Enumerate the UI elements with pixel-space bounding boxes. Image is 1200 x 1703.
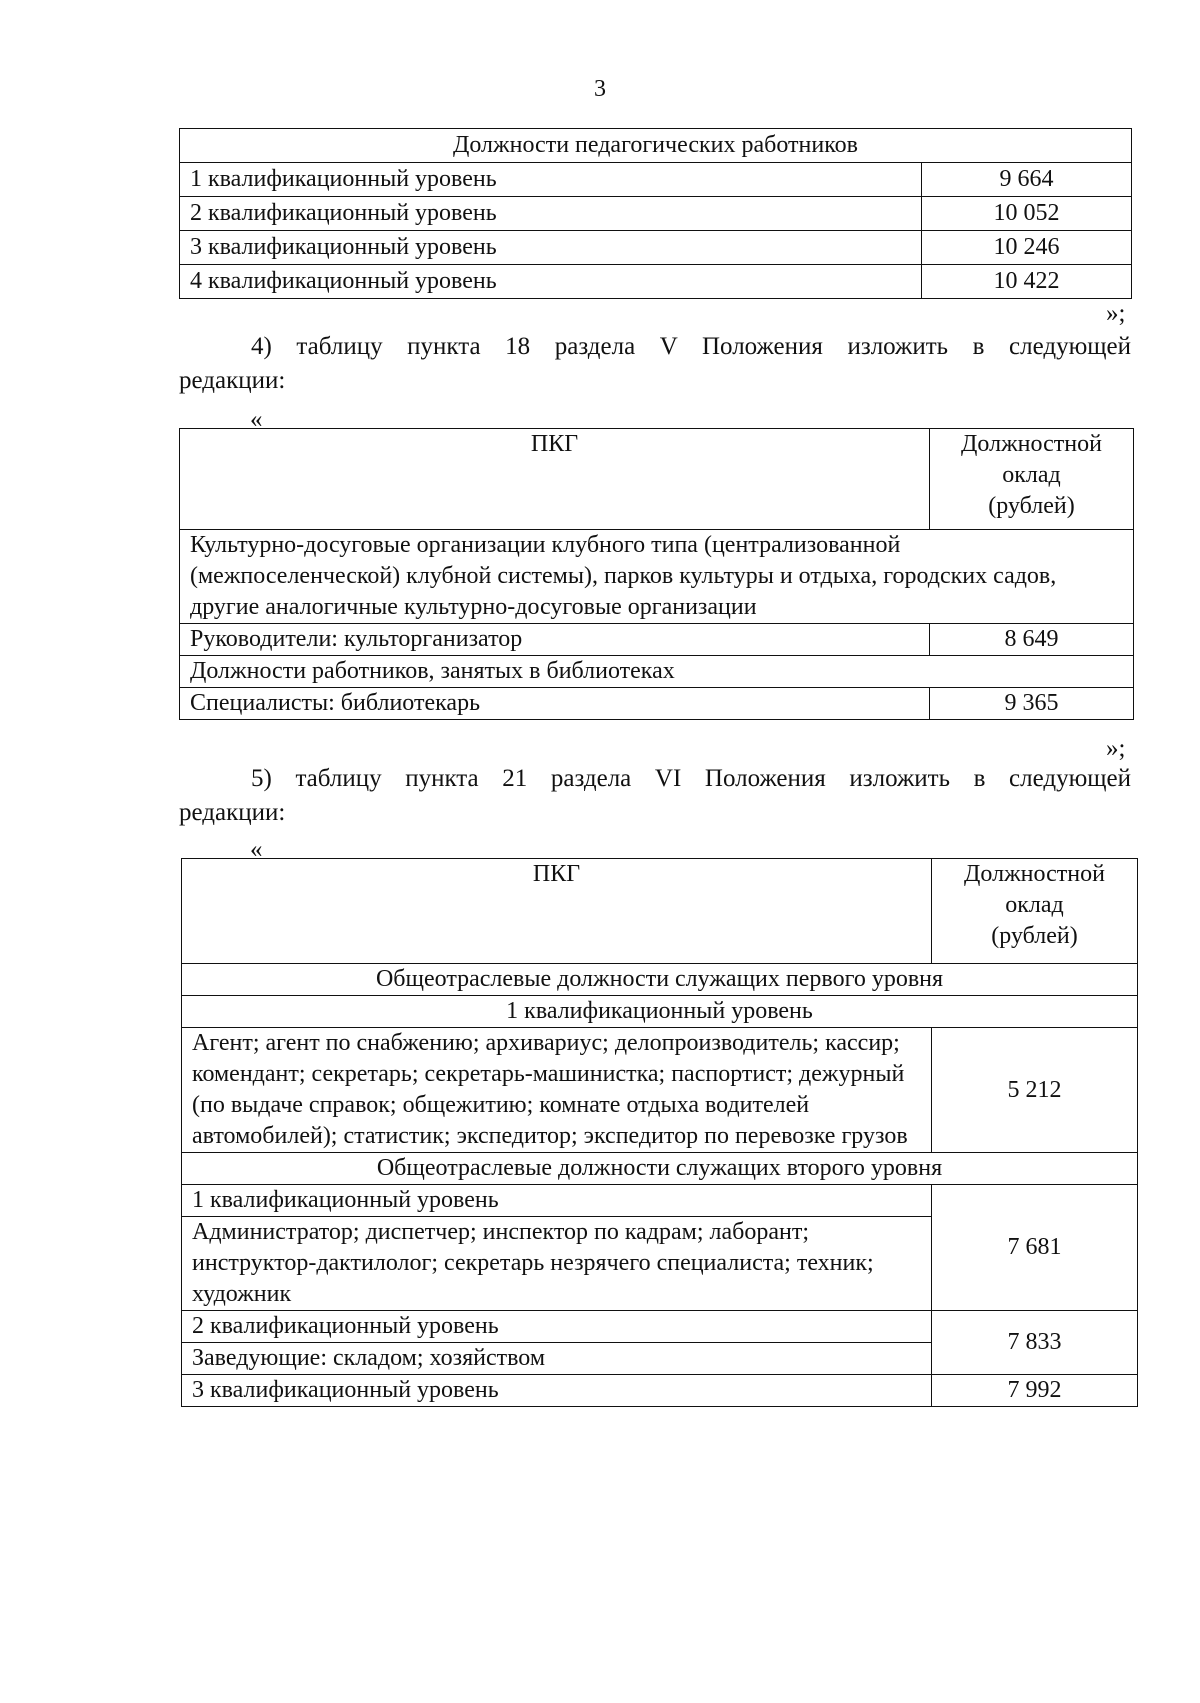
paragraph-item-4 [179, 330, 1131, 398]
salary-value: 10 246 [922, 231, 1132, 265]
column-header-salary [930, 429, 1134, 530]
table-group-header: Общеотраслевые должности служащих второго уровня [182, 1153, 1138, 1185]
column-header-pkg: ПКГ [180, 429, 930, 530]
level-label: 3 квалификационный уровень [180, 231, 922, 265]
closing-quote: »; [1106, 300, 1126, 327]
salary-value: 7 833 [932, 1311, 1138, 1375]
paragraph-line: 4) таблицу пункта 18 раздела V Положения изложить в следующей [251, 333, 1131, 360]
paragraph-line: 5) таблицу пункта 21 раздела VI Положения изложить в следующей [251, 765, 1131, 792]
salary-value: 9 365 [930, 688, 1134, 720]
closing-quote: »; [1106, 735, 1126, 762]
general-positions-salary-table [181, 858, 1138, 1407]
column-header-salary [932, 859, 1138, 964]
salary-value: 9 664 [922, 163, 1132, 197]
table-row [182, 1185, 1138, 1217]
table-row [180, 265, 1132, 299]
header-line: оклад [1005, 892, 1064, 918]
table-group-header: Должности работников, занятых в библиотеках [180, 656, 1134, 688]
column-header-pkg: ПКГ [182, 859, 932, 964]
salary-value: 10 422 [922, 265, 1132, 299]
salary-value: 7 992 [932, 1375, 1138, 1407]
table-row [180, 197, 1132, 231]
table-row [180, 231, 1132, 265]
pedagogical-salary-table [179, 128, 1132, 299]
level-label: 1 квалификационный уровень [180, 163, 922, 197]
qualification-level-label: 3 квалификационный уровень [182, 1375, 932, 1407]
table-row [182, 1375, 1138, 1407]
opening-quote: « [250, 836, 263, 863]
level-label: 4 квалификационный уровень [180, 265, 922, 299]
header-line: (рублей) [988, 493, 1075, 519]
level-label: 2 квалификационный уровень [180, 197, 922, 231]
salary-value: 7 681 [932, 1185, 1138, 1311]
position-label: Специалисты: библиотекарь [180, 688, 930, 720]
header-line: Должностной [961, 431, 1102, 457]
header-line: (рублей) [991, 923, 1078, 949]
positions-list: Заведующие: складом; хозяйством [182, 1343, 932, 1375]
paragraph-line: редакции: [179, 799, 286, 826]
table-group-header: Должности педагогических работников [180, 129, 1132, 163]
table-group-header: Культурно-досуговые организации клубного типа (централизованной (межпоселенческой) клубной системы), парков культуры и отдыха, городских садов, другие аналогичные культурно-досуговые организации [180, 530, 1134, 624]
positions-list: Администратор; диспетчер; инспектор по кадрам; лаборант; инструктор-дактилолог; секретарь незрячего специалиста; техник; художник [182, 1217, 932, 1311]
opening-quote: « [250, 406, 263, 433]
salary-value: 5 212 [932, 1028, 1138, 1153]
qualification-level-label: 1 квалификационный уровень [182, 1185, 932, 1217]
table-row [182, 1311, 1138, 1343]
table-group-header: Общеотраслевые должности служащих первого уровня [182, 964, 1138, 996]
position-label: Руководители: культорганизатор [180, 624, 930, 656]
qualification-level-header: 1 квалификационный уровень [182, 996, 1138, 1028]
header-line: Должностной [964, 861, 1105, 887]
header-line: оклад [1002, 462, 1061, 488]
table-row [180, 163, 1132, 197]
salary-value: 8 649 [930, 624, 1134, 656]
qualification-level-label: 2 квалификационный уровень [182, 1311, 932, 1343]
table-row [180, 688, 1134, 720]
culture-salary-table [179, 428, 1134, 720]
table-row [182, 1028, 1138, 1153]
paragraph-item-5 [179, 762, 1131, 830]
salary-value: 10 052 [922, 197, 1132, 231]
table-row [180, 624, 1134, 656]
positions-list: Агент; агент по снабжению; архивариус; делопроизводитель; кассир; комендант; секретарь; секретарь-машинистка; паспортист; дежурный (по выдаче справок; общежитию; комнате отдыха водителей автомобилей); статистик; экспедитор; экспедитор по перевозке грузов [182, 1028, 932, 1153]
page-number: 3 [594, 76, 606, 102]
paragraph-line: редакции: [179, 367, 286, 394]
